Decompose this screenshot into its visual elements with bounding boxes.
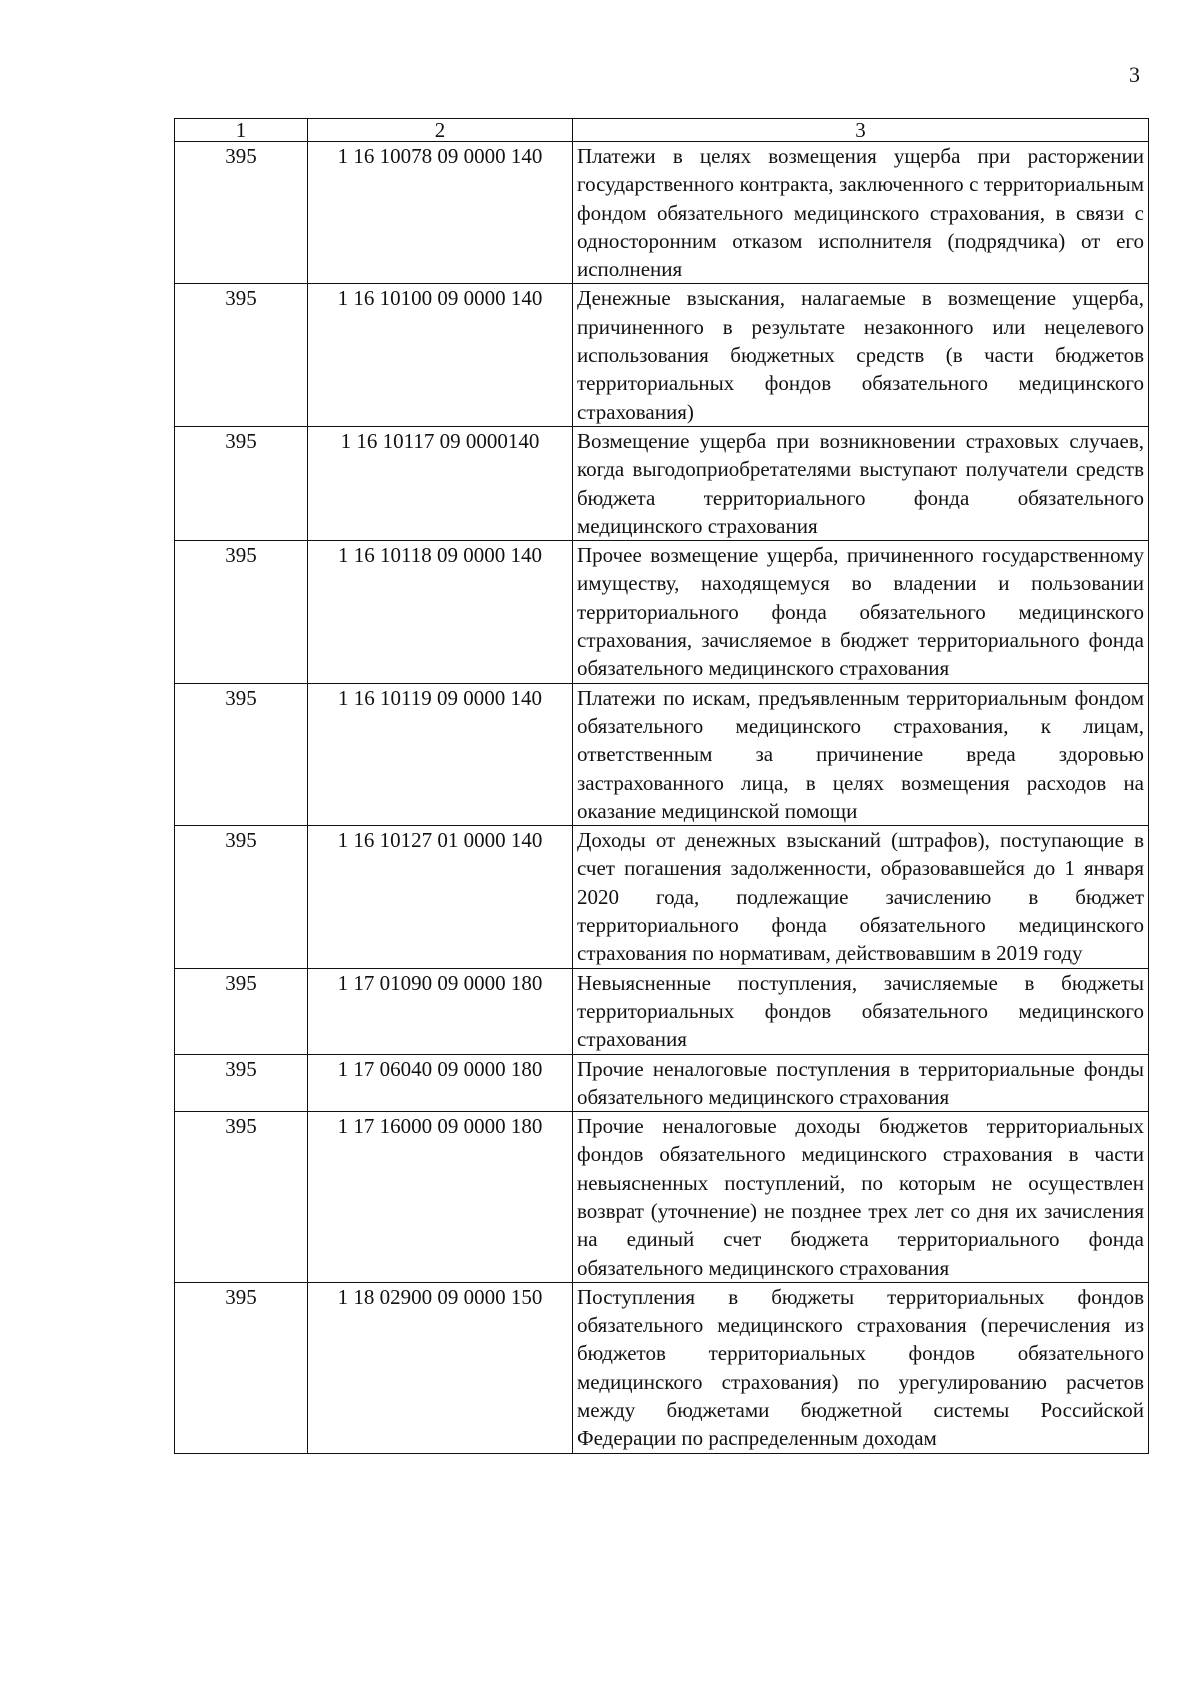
income-description-cell: Прочее возмещение ущерба, причиненного государственному имуществу, находящемуся во владении и пользовании территориального фонда обязательного медицинского страхования, зачисляемое в бюджет территориального фонда обязательного медицинского страхования	[573, 541, 1149, 683]
income-code-cell: 1 16 10078 09 0000 140	[308, 142, 573, 284]
table-row	[175, 683, 1149, 825]
admin-code-cell: 395	[175, 541, 308, 683]
table-row	[175, 1282, 1149, 1453]
table-row	[175, 426, 1149, 540]
income-code-cell: 1 17 06040 09 0000 180	[308, 1054, 573, 1112]
income-description-cell: Поступления в бюджеты территориальных фондов обязательного медицинского страхования (перечисления из бюджетов территориальных фондов обязательного медицинского страхования) по урегулированию расчетов между бюджетами бюджетной системы Российской Федерации по распределенным доходам	[573, 1282, 1149, 1453]
income-code-cell: 1 17 01090 09 0000 180	[308, 968, 573, 1054]
income-description-cell: Денежные взыскания, налагаемые в возмещение ущерба, причиненного в результате незаконного или нецелевого использования бюджетных средств (в части бюджетов территориальных фондов обязательного медицинского страхования)	[573, 284, 1149, 426]
income-codes-table	[174, 118, 1149, 1454]
table-row	[175, 1054, 1149, 1112]
income-code-cell: 1 16 10118 09 0000 140	[308, 541, 573, 683]
table-row	[175, 968, 1149, 1054]
income-code-cell: 1 18 02900 09 0000 150	[308, 1282, 573, 1453]
income-description-cell: Платежи в целях возмещения ущерба при расторжении государственного контракта, заключенного с территориальным фондом обязательного медицинского страхования, в связи с односторонним отказом исполнителя (подрядчика) от его исполнения	[573, 142, 1149, 284]
admin-code-cell: 395	[175, 826, 308, 968]
table-row	[175, 284, 1149, 426]
column-header-2: 2	[308, 119, 573, 142]
table-header-row	[175, 119, 1149, 142]
income-code-cell: 1 16 10100 09 0000 140	[308, 284, 573, 426]
income-code-cell: 1 16 10119 09 0000 140	[308, 683, 573, 825]
admin-code-cell: 395	[175, 1112, 308, 1283]
column-header-1: 1	[175, 119, 308, 142]
table-row	[175, 142, 1149, 284]
admin-code-cell: 395	[175, 1282, 308, 1453]
income-code-cell: 1 17 16000 09 0000 180	[308, 1112, 573, 1283]
admin-code-cell: 395	[175, 968, 308, 1054]
table-row	[175, 541, 1149, 683]
admin-code-cell: 395	[175, 1054, 308, 1112]
income-description-cell: Доходы от денежных взысканий (штрафов), поступающие в счет погашения задолженности, образовавшейся до 1 января 2020 года, подлежащие зачислению в бюджет территориального фонда обязательного медицинского страхования по нормативам, действовавшим в 2019 году	[573, 826, 1149, 968]
page-number: 3	[1129, 62, 1140, 87]
column-header-3: 3	[573, 119, 1149, 142]
table-row	[175, 826, 1149, 968]
income-code-cell: 1 16 10127 01 0000 140	[308, 826, 573, 968]
admin-code-cell: 395	[175, 142, 308, 284]
admin-code-cell: 395	[175, 426, 308, 540]
income-description-cell: Возмещение ущерба при возникновении страховых случаев, когда выгодоприобретателями выступают получатели средств бюджета территориального фонда обязательного медицинского страхования	[573, 426, 1149, 540]
income-description-cell: Невыясненные поступления, зачисляемые в бюджеты территориальных фондов обязательного медицинского страхования	[573, 968, 1149, 1054]
admin-code-cell: 395	[175, 284, 308, 426]
admin-code-cell: 395	[175, 683, 308, 825]
income-description-cell: Прочие неналоговые доходы бюджетов территориальных фондов обязательного медицинского страхования в части невыясненных поступлений, по которым не осуществлен возврат (уточнение) не позднее трех лет со дня их зачисления на единый счет бюджета территориального фонда обязательного медицинского страхования	[573, 1112, 1149, 1283]
income-description-cell: Платежи по искам, предъявленным территориальным фондом обязательного медицинского страхования, к лицам, ответственным за причинение вреда здоровью застрахованного лица, в целях возмещения расходов на оказание медицинской помощи	[573, 683, 1149, 825]
table-row	[175, 1112, 1149, 1283]
income-code-cell: 1 16 10117 09 0000140	[308, 426, 573, 540]
income-description-cell: Прочие неналоговые поступления в территориальные фонды обязательного медицинского страхования	[573, 1054, 1149, 1112]
